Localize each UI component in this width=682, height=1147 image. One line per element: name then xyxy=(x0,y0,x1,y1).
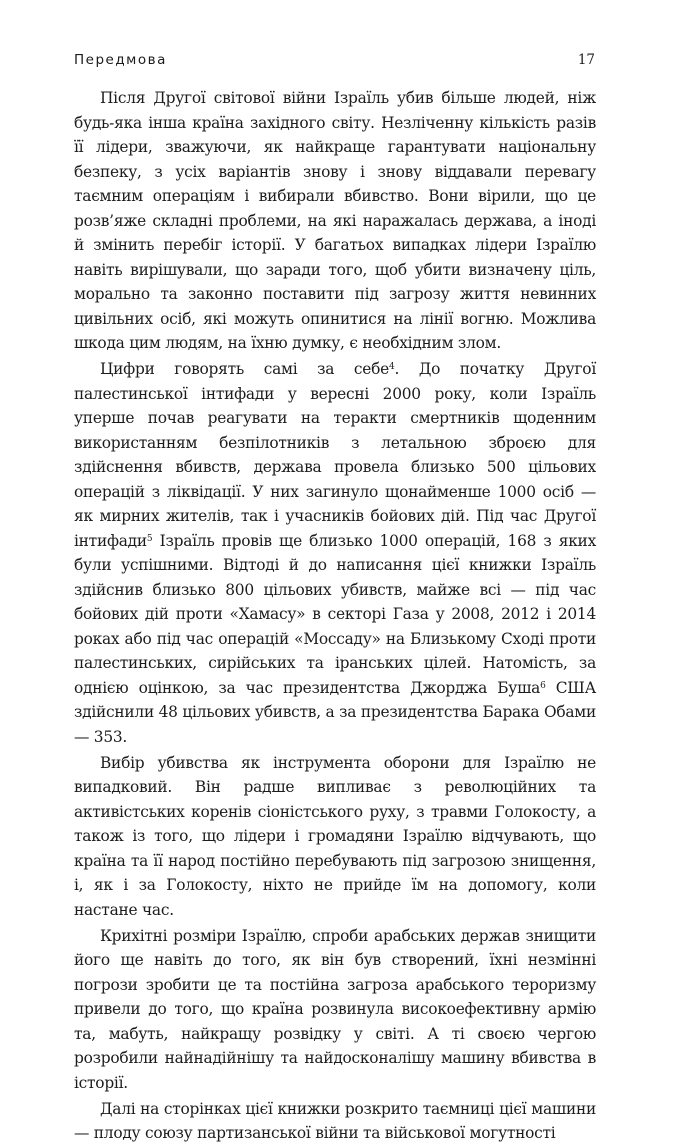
body-text xyxy=(74,86,596,1147)
running-head: Передмова xyxy=(74,52,167,68)
paragraph xyxy=(74,357,596,749)
paragraph xyxy=(74,1097,596,1146)
text-span: Цифри говорять самі за себе xyxy=(100,360,389,378)
footnote-ref: 6 xyxy=(540,680,546,691)
text-span: Вибір убивства як інструмента оборони для Ізраїлю не випадковий. Він радше випливає з революційних та активістських коренів сіоністського руху, з травми Голокосту, а також із того, що лідери і громадяни Ізраїлю відчувають, що країна та її народ постійно перебувають під загрозою знищення, і, як і за Голокосту, ніхто не прийде їм на допомогу, коли настане час. xyxy=(74,753,596,919)
text-span: США здійснили 48 цільових убивств, а за президентства Барака Обами — 353. xyxy=(74,678,597,746)
paragraph xyxy=(74,751,596,923)
footnote-ref: 4 xyxy=(388,362,395,372)
footnote-ref: 5 xyxy=(146,533,153,544)
paragraph xyxy=(74,924,596,1096)
text-span: Крихітні розміри Ізраїлю, спроби арабських держав знищити його ще навіть до того, як він був створений, їхні незмінні погрози зробити це та постійна загроза арабського тероризму привели до того, що країна розвинула високоефективну армію та, мабуть, найкращу розвідку у світі. А ті своєю чергою розробили найнадійнішу та найдосконалішу машину вбивства в історії. xyxy=(74,926,596,1092)
text-span: . До початку Другої палестинської інтифади у вересні 2000 року, коли Ізраїль уперше почав реагувати на теракти смертників щоденним використанням безпілотників з летальною зброєю для здійснення вбивств, держава провела близько 500 цільових операцій з ліквідації. У них загинуло щонайменше 1000 осіб — як мирних жителів, так і учасників бойових дій. Під час Другої інтифади xyxy=(74,360,596,550)
page-number: 17 xyxy=(577,52,595,68)
text-span: Далі на сторінках цієї книжки розкрито таємниці цієї машини — плоду союзу партизанської війни та військової могутності xyxy=(74,1099,596,1142)
paragraph xyxy=(74,86,596,356)
text-span: Після Другої світової війни Ізраїль убив більше людей, ніж будь-яка інша країна західного світу. Незліченну кількість разів її лідери, зважуючи, як найкраще гарантувати національну безпеку, з усіх варіантів знову і знову віддавали перевагу таємним операціям і вибирали вбивство. Вони вірили, що це розв’яже складні проблеми, на які наражалась держава, а іноді й змінить перебіг історії. У багатьох випадках лідери Ізраїлю навіть вирішували, що заради того, щоб убити визначену ціль, морально та законно поставити під загрозу життя невинних цивільних осіб, які можуть опинитися на лінії вогню. Можлива шкода цим людям, на їхню думку, є необхідним злом. xyxy=(74,89,596,352)
text-span: Ізраїль провів ще близько 1000 операцій, 168 з яких були успішними. Відтоді й до написання цієї книжки Ізраїль здійснив близько 800 цільових убивств, майже всі — під час бойових дій проти «Хамасу» в секторі Газа у 2008, 2012 і 2014 роках або під час операцій «Моссаду» на Близькому Сході проти палестинських, сирійських та іранських цілей. Натомість, за однією оцінкою, за час президентства Джорджа Буша xyxy=(74,531,596,697)
